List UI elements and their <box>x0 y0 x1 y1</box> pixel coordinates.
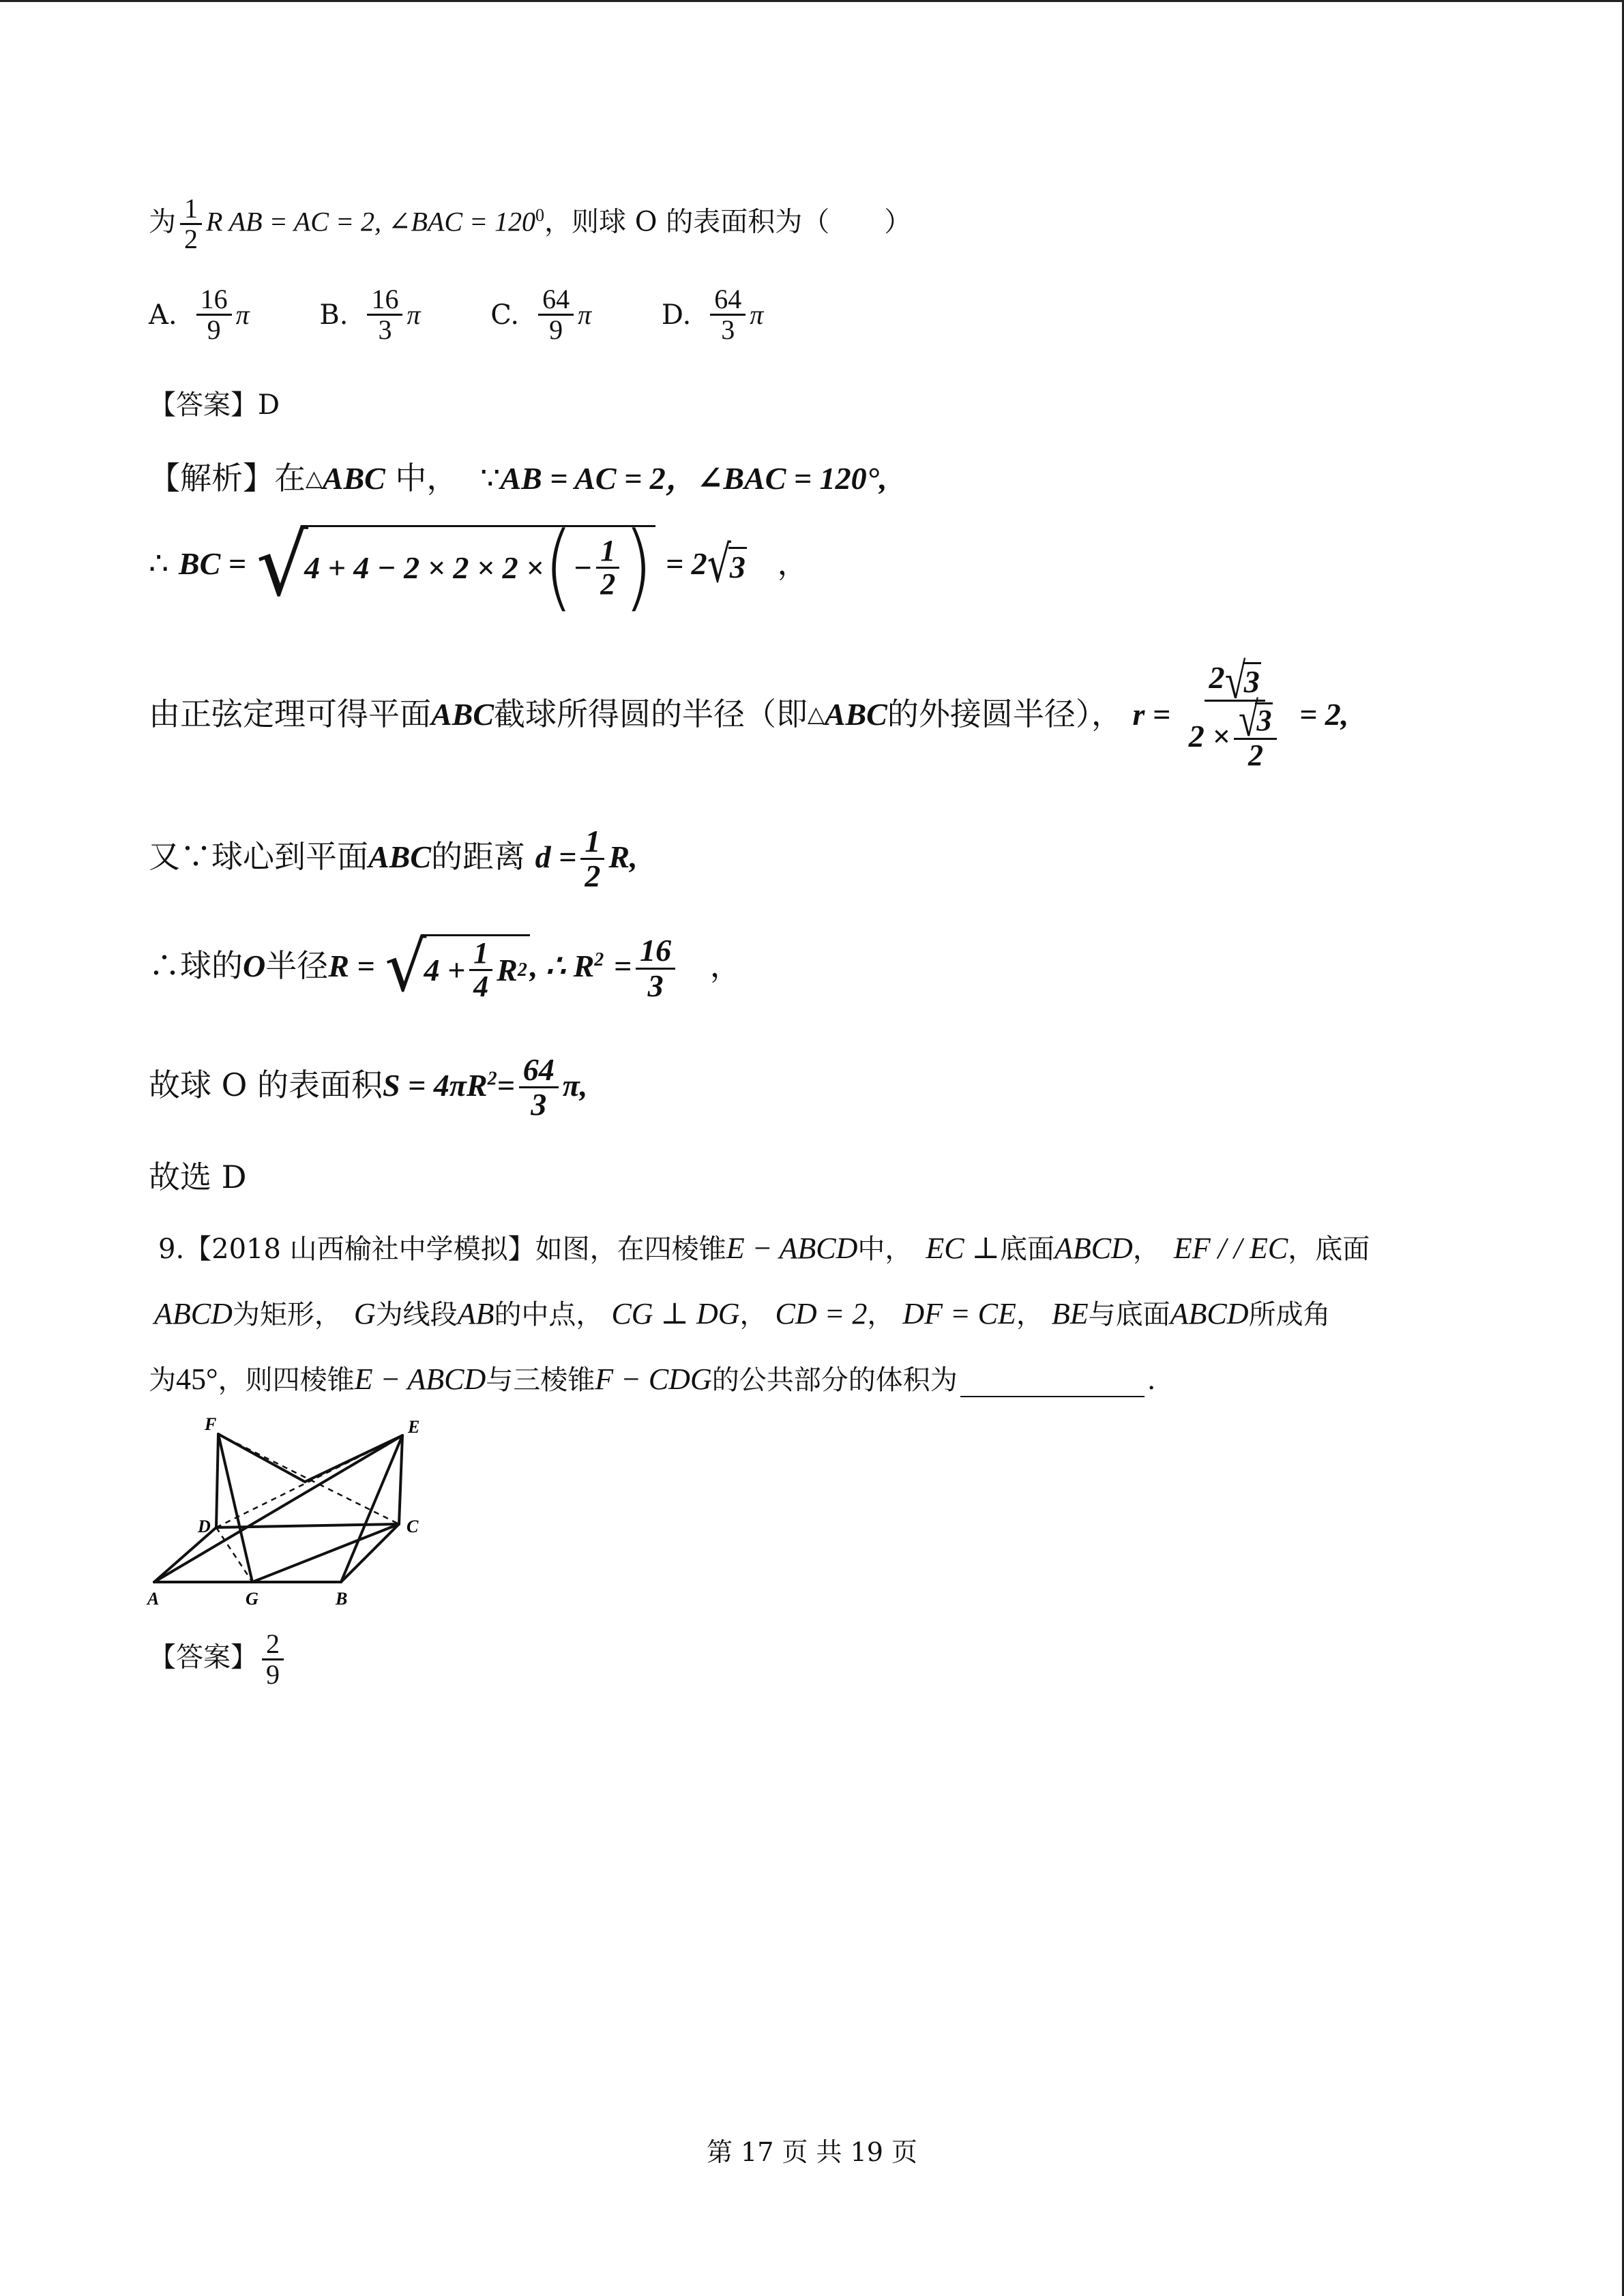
frac-num: 2 <box>1209 660 1225 695</box>
option-unit: π <box>578 299 592 330</box>
solution-label: 【解析】 <box>149 460 274 496</box>
answer-blank <box>960 1371 1145 1397</box>
q8-option-c <box>490 285 591 344</box>
label-f: F <box>205 1415 217 1434</box>
q8-option-d <box>662 285 763 344</box>
q9-text: 与三棱锥 <box>486 1365 595 1396</box>
answer-value: D <box>258 389 280 421</box>
q9-math: EF / / EC <box>1173 1232 1288 1265</box>
frac-den: 3 <box>1256 704 1272 738</box>
solution-line-3 <box>149 653 1349 773</box>
edge-ce <box>399 1435 402 1524</box>
edge-df <box>216 1434 218 1527</box>
q9-answer <box>149 1630 288 1689</box>
q9-text: 底面 <box>999 1234 1054 1265</box>
answer-den: 9 <box>266 1659 280 1690</box>
sol-math: ABC <box>431 696 494 732</box>
q8-stem-prefix: 为 <box>149 206 176 238</box>
frac-den: 2 <box>1247 739 1263 773</box>
triangle-symbol: △ <box>808 700 825 727</box>
option-den: 9 <box>207 314 221 345</box>
q9-math: ABCD <box>1054 1232 1133 1265</box>
sol-text: 又∵球心到平面 <box>149 837 368 875</box>
q9-line-2 <box>154 1293 1331 1332</box>
solution-line-4 <box>149 825 638 893</box>
sol-math: = 2 <box>665 546 707 581</box>
q9-math: G <box>353 1297 376 1330</box>
q9-text: 9.【2018 山西榆社中学模拟】如图，在四棱锥 <box>158 1234 726 1265</box>
sol-text: 由正弦定理可得平面 <box>149 695 431 732</box>
sol-text: 截球所得圆的半径（即 <box>494 695 808 732</box>
page-footer: 第 17 页 共 19 页 <box>706 2137 918 2167</box>
q9-line-3 <box>149 1358 1155 1397</box>
q9-text: 为 <box>149 1365 176 1396</box>
q8-frac-den: 2 <box>184 224 198 254</box>
sol-math: = 2, <box>1299 696 1349 732</box>
option-num: 64 <box>710 285 745 316</box>
q9-math: AB <box>457 1297 494 1330</box>
q9-text: ，则四棱锥 <box>218 1365 355 1396</box>
sol-math: = <box>497 1067 515 1103</box>
frac-num: 3 <box>1243 664 1260 699</box>
solution-line-2: ∴ BC = √ 4 + 4 − 2 × 2 × 2 × ( − $\frac{1}{2}$ ) = 2 √ 3 ， <box>149 513 809 623</box>
sol-math: 4 + 4 − 2 × 2 × 2 × <box>304 550 544 585</box>
sol-math: 2 <box>517 959 527 981</box>
frac-num: 16 <box>636 934 675 969</box>
sol-math: r = <box>1132 696 1171 732</box>
q8-option-a <box>149 285 250 344</box>
sol-math: ABC <box>322 461 385 496</box>
sol-math: π, <box>562 1067 588 1103</box>
sol-math: ABC <box>824 696 887 732</box>
q8-options <box>149 285 825 344</box>
frac-num: 1 <box>596 535 619 569</box>
q9-math: BE <box>1051 1297 1089 1330</box>
q9-text: 中， <box>857 1234 926 1265</box>
sol-math: AB = AC = 2，∠BAC = 120°, <box>500 461 887 496</box>
sol-text: 在 <box>274 460 306 496</box>
sol-math: S = 4πR <box>382 1067 488 1103</box>
q9-math: CG ⊥ DG <box>611 1297 740 1330</box>
q9-text: 的公共部分的体积为 <box>711 1365 958 1396</box>
option-den: 9 <box>549 314 563 345</box>
sol-math: O <box>243 949 266 984</box>
sol-text: 故选 D <box>149 1159 247 1195</box>
option-den: 3 <box>721 314 735 345</box>
q9-text: ，底面 <box>1288 1234 1370 1265</box>
page-border-top <box>0 0 1624 2</box>
sol-math: = <box>613 949 632 984</box>
frac-num: 64 <box>519 1054 559 1088</box>
option-den: 3 <box>378 314 392 345</box>
frac-den: 3 <box>531 1087 547 1122</box>
sol-math: 2 <box>487 1068 497 1090</box>
edge-fg <box>218 1434 252 1582</box>
q8-answer <box>149 383 280 422</box>
frac-den: 2 <box>585 859 601 894</box>
q8-stem-suffix: ，则球 O 的表面积为（ ） <box>544 206 912 238</box>
sol-math: R <box>497 953 518 988</box>
option-num: 16 <box>196 285 232 316</box>
frac-den: 4 <box>473 970 489 1004</box>
q9-line-1 <box>158 1227 1370 1266</box>
frac-den: 3 <box>647 968 664 1003</box>
label-d: D <box>198 1517 211 1536</box>
sqrt-expression: √ 4 + 4 − 2 × 2 × 2 × ( − $\frac{1}{2}$ ) <box>256 525 656 607</box>
q8-stem-math: R AB = AC = 2, ∠BAC = 120 <box>206 206 536 237</box>
sol-text: ， <box>709 947 741 985</box>
q9-math: EC ⊥ <box>926 1232 1000 1265</box>
option-unit: π <box>407 299 421 330</box>
q9-text: 的中点， <box>494 1299 604 1330</box>
solution-line-5: ∴球的O半径R = √ 4 + $\frac{1}{4}$ R 2 , ∴ $R^2$ = $\frac{16}{3}$ ， <box>149 927 741 1007</box>
q9-text: ， <box>1016 1299 1044 1330</box>
q9-math: ABCD <box>154 1297 233 1330</box>
therefore-symbol: ∴ <box>149 545 169 582</box>
sol-math: , ∴ R <box>529 949 595 984</box>
q9-math: DF = CE <box>902 1297 1016 1330</box>
q9-text: 所成角 <box>1248 1299 1331 1330</box>
q9-text: 为线段 <box>375 1299 458 1330</box>
q9-math: ABCD <box>1170 1297 1249 1330</box>
option-label: A. <box>149 299 177 331</box>
q9-math: CD = 2 <box>775 1297 868 1330</box>
q8-option-b <box>319 285 420 344</box>
option-unit: π <box>235 299 250 330</box>
frac-den: 2 × <box>1188 719 1230 754</box>
sol-text: 中， <box>385 460 458 496</box>
sol-math: R = <box>328 949 375 984</box>
because-symbol: ∵ <box>480 460 501 496</box>
answer-label: 【答案】 <box>149 389 258 421</box>
q8-stem-sup: 0 <box>535 205 545 226</box>
solution-line-7 <box>149 1152 247 1197</box>
sol-math: d = <box>535 839 577 874</box>
label-e: E <box>408 1417 420 1437</box>
edge-ea <box>154 1435 402 1582</box>
q9-text: 为矩形， <box>232 1299 342 1330</box>
option-label: B. <box>319 299 349 331</box>
q9-math: E − ABCD <box>354 1362 486 1396</box>
q9-math: E − ABCD <box>726 1232 858 1265</box>
edge-dc <box>216 1524 399 1527</box>
frac-den: 2 <box>600 567 616 601</box>
option-num: 64 <box>538 285 574 316</box>
q9-text: ， <box>739 1299 767 1330</box>
sol-math: ABC <box>368 839 432 874</box>
q9-math: 45° <box>176 1362 218 1396</box>
sol-math: R, <box>608 839 638 874</box>
frac-num: 1 <box>580 825 604 860</box>
label-b: B <box>336 1589 348 1609</box>
option-num: 16 <box>367 285 402 316</box>
edge-cg <box>252 1524 399 1582</box>
sol-math: 4 + <box>424 953 466 988</box>
option-label: D. <box>661 299 692 331</box>
q9-math: F − CDG <box>595 1362 712 1396</box>
label-g: G <box>246 1589 259 1609</box>
sol-math: 3 <box>729 550 745 584</box>
q9-text: 与底面 <box>1088 1299 1170 1330</box>
q8-frac-num: 1 <box>180 194 202 225</box>
sol-text: 的外接圆半径）， <box>887 695 1123 732</box>
sol-math: − <box>573 550 593 585</box>
option-unit: π <box>750 299 764 330</box>
radius-fraction: 2 √ 3 2 × √ 3 2 <box>1185 661 1286 772</box>
edge-fe-top <box>218 1434 402 1435</box>
label-a: A <box>147 1589 160 1609</box>
label-c: C <box>407 1517 419 1536</box>
q9-text: ， <box>1132 1234 1174 1265</box>
sol-text: 半径 <box>265 947 329 985</box>
sol-text: 的距离 <box>431 837 526 875</box>
option-label: C. <box>490 299 520 331</box>
edge-eb <box>341 1435 402 1582</box>
sol-math: BC = <box>178 546 246 581</box>
q8-stem-fraction <box>180 194 202 254</box>
solution-line-6 <box>149 1054 587 1122</box>
sol-text: ∴球的 <box>149 947 243 985</box>
q9-text: . <box>1147 1365 1156 1396</box>
sol-text: 故球 O 的表面积 <box>149 1066 383 1103</box>
q9-text: ， <box>867 1299 895 1330</box>
solution-line-1 <box>149 453 887 498</box>
answer-label: 【答案】 <box>149 1641 258 1673</box>
sol-text: ， <box>777 545 809 582</box>
frac-num: 1 <box>469 938 492 971</box>
pyramid-figure <box>143 1415 443 1613</box>
triangle-symbol: △ <box>306 465 323 492</box>
edge-bc <box>341 1524 399 1582</box>
sol-math: 2 <box>594 949 604 970</box>
answer-num: 2 <box>262 1630 284 1660</box>
q8-stem <box>149 194 911 254</box>
